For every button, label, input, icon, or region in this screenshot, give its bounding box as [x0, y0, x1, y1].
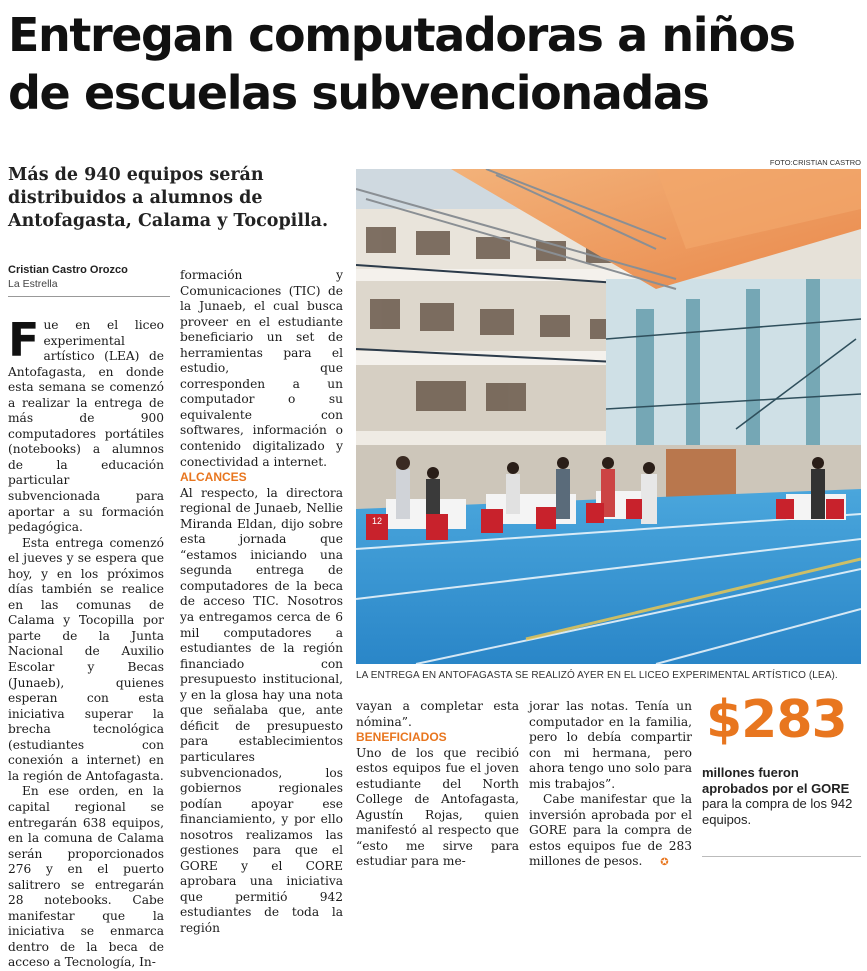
paragraph: formación y Comunicaciones (TIC) de la Junaeb, el cual busca proveer en el estudiante beneficiario un set de herramientas para el estudio, que corresponden a un computador o su equivalente con softwares, información o contenido digitalizado y conectividad a internet. [180, 268, 343, 469]
factbox-rest: para la compra de los 942 equipos. [702, 796, 853, 827]
factbox-divider [702, 856, 861, 857]
drop-cap: F [8, 313, 40, 367]
headline-line-2: de escuelas subvencionadas [8, 66, 709, 120]
photo-caption: LA ENTREGA EN ANTOFAGASTA SE REALIZÓ AYER EN EL LICEO EXPERIMENTAL ARTÍSTICO (LEA). [356, 670, 838, 681]
paragraph-closing: Cabe manifestar que la inversión aprobada por el GORE para la compra de estos equipos fue de 283 millones de pesos. ✪ [529, 792, 692, 871]
author-name: Cristian Castro Orozco [8, 264, 128, 276]
byline [8, 263, 168, 291]
section-heading-alcances: ALCANCES [180, 470, 247, 485]
article-column-4 [529, 699, 692, 871]
paragraph: En ese orden, en la capital regional se entregarán 638 equipos, en la comuna de Calama serán proporcionados 276 y en el puerto salitrero se entregarán 28 notebooks. Cabe manifestar que la iniciativa se enmarca dentro de la beca de acceso a Tecnología, In- [8, 784, 164, 970]
paragraph-intro: Fue en el liceo experimental artístico (LEA) de Antofagasta, en donde esta semana se comenzó a realizar la entrega de más de 900 computadores portátiles (notebooks) a alumnos de la educación particular subvencionada para aportar a su formación pedagógica. [8, 313, 164, 535]
article-column-3 [356, 699, 519, 870]
headline [8, 6, 860, 122]
paragraph: jorar las notas. Tenía un computador en la familia, pero lo debía compartir con mi hermana, pero ahora tengo uno solo para mis trabajos”. [529, 699, 692, 791]
article-column-2 [180, 268, 343, 937]
paragraph: Uno de los que recibió estos equipos fue el joven estudiante del North College de Antofagasta, Agustín Rojas, quien manifestó al respecto que “esto me sirve para estudiar para me- [356, 745, 519, 869]
factbox-bold: millones fueron aprobados por el GORE [702, 765, 850, 796]
photo-illustration [356, 169, 861, 664]
subheadline: Más de 940 equipos serán distribuidos a alumnos de Antofagasta, Calama y Tocopilla. [8, 165, 329, 231]
paragraph: Esta entrega comenzó el jueves y se espera que hoy, y en los próximos días también se realice en las comunas de Calama y Tocopilla por parte de la Junta Nacional de Auxilio Escolar y Becas (Junaeb), quienes esperan con esta iniciativa superar la brecha tecnológica (estudiantes con conexión a internet) en la región de Antofagasta. [8, 535, 164, 783]
headline-line-1: Entregan computadoras a niños [8, 8, 795, 62]
factbox-text [702, 765, 861, 827]
paragraph: vayan a completar esta nómina”. [356, 699, 519, 729]
end-mark-icon: ✪ [660, 857, 669, 869]
section-heading-beneficiados: BENEFICIADOS [356, 730, 447, 745]
factbox-number: $283 [706, 690, 847, 750]
article-column-1 [8, 313, 164, 971]
chair-number-label: 12 [371, 516, 383, 526]
byline-divider [8, 296, 170, 297]
outlet-name: La Estrella [8, 278, 58, 290]
photo-credit: FOTO:CRISTIAN CASTRO [769, 158, 861, 167]
paragraph: Al respecto, la directora regional de Junaeb, Nellie Miranda Eldan, dijo sobre esta jornada que “estamos iniciando una segunda entrega de computadores de la beca de acceso TIC. Nosotros ya entregamos cerca de 6 mil computadores a estudiantes de la región financiado con presupuesto institucional, y en la glosa hay una nota que señalaba que, ante déficit de presupuesto para establecimientos particulares subvencionados, los gobiernos regionales podían apoyar ese financiamiento, y por ello nosotros realizamos las gestiones para que el GORE y el CORE aprobara una iniciativa que permitió 942 estudiantes de toda la región [180, 485, 343, 935]
article-photo [356, 169, 861, 664]
